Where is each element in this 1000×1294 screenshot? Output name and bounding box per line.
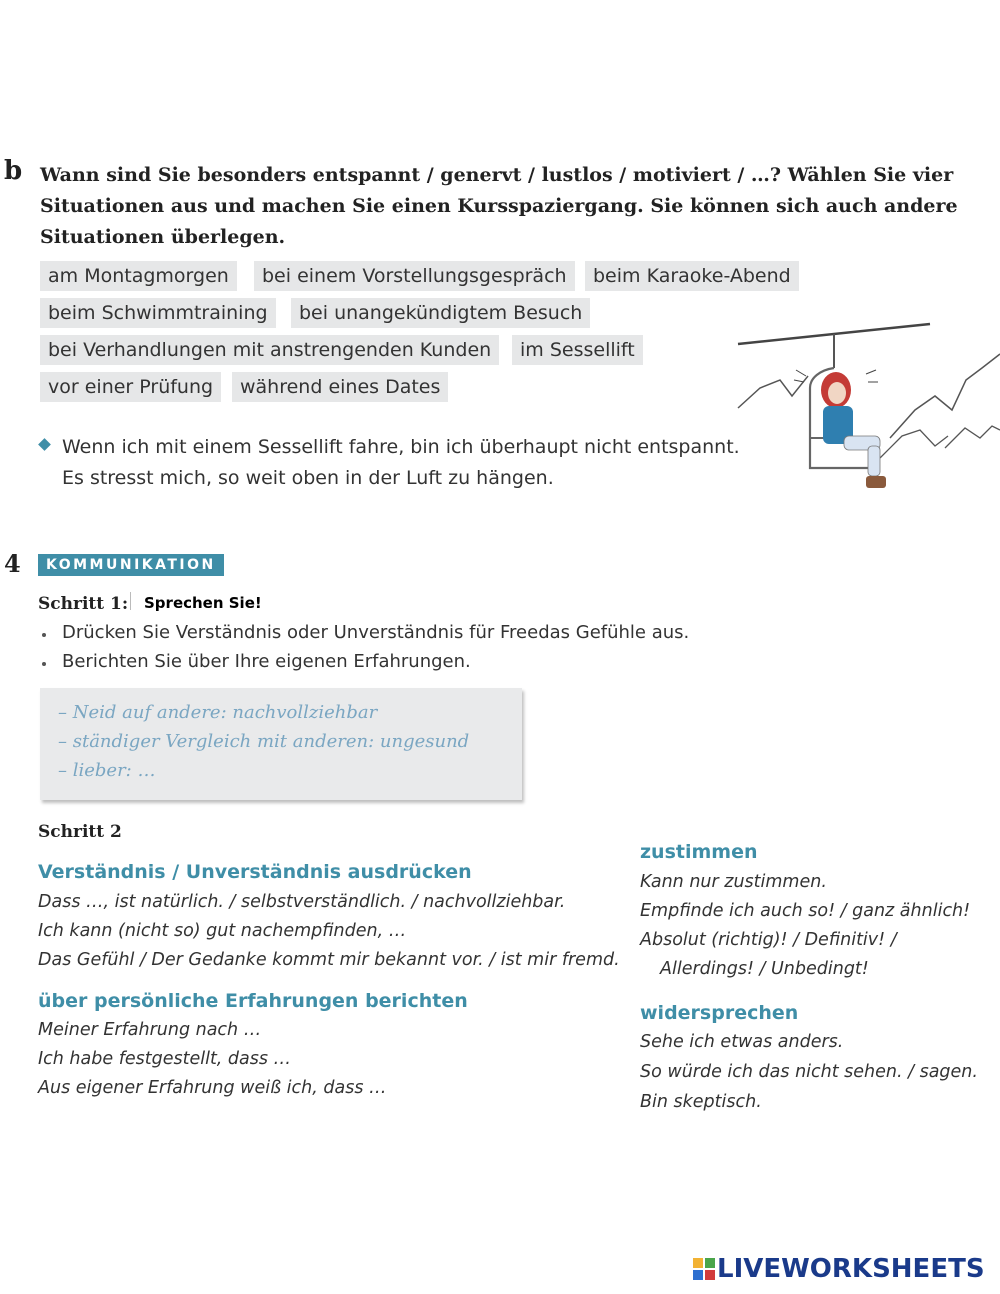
phrase: Ich habe festgestellt, dass …	[38, 1049, 292, 1069]
phrase: Allerdings! / Unbedingt!	[660, 959, 869, 979]
situation-chip: beim Schwimmtraining	[40, 298, 276, 328]
step1-bullet: Berichten Sie über Ihre eigenen Erfahrungen.	[62, 651, 471, 672]
step1-label: Schritt 1:	[38, 594, 129, 614]
task-instructions	[40, 160, 1000, 253]
section-number: 4	[4, 549, 21, 578]
section-letter: b	[4, 156, 23, 186]
situation-chip: bei einem Vorstellungsgespräch	[254, 261, 575, 291]
example-line: Es stresst mich, so weit oben in der Luft zu hängen.	[62, 467, 554, 489]
phrase: Bin skeptisch.	[640, 1092, 762, 1112]
example-line: Wenn ich mit einem Sessellift fahre, bin ich überhaupt nicht entspannt.	[62, 436, 740, 458]
note-line: – Neid auf andere: nachvollziehbar	[58, 702, 378, 723]
step2-label: Schritt 2	[38, 822, 122, 842]
bullet-dot-icon	[42, 662, 46, 666]
phrase-group-heading: über persönliche Erfahrungen berichten	[38, 990, 468, 1012]
phrase: Das Gefühl / Der Gedanke kommt mir bekannt vor. / ist mir fremd.	[38, 950, 620, 970]
task-line: Situationen überlegen.	[40, 226, 286, 248]
situation-chip: im Sessellift	[512, 335, 643, 365]
logo-text: LIVEWORKSHEETS	[717, 1254, 985, 1284]
situation-chip: am Montagmorgen	[40, 261, 237, 291]
situation-chip: beim Karaoke-Abend	[585, 261, 799, 291]
phrase: Meiner Erfahrung nach …	[38, 1020, 262, 1040]
situation-chip: bei unangekündigtem Besuch	[291, 298, 590, 328]
bullet-dot-icon	[42, 633, 46, 637]
step1-bullet: Drücken Sie Verständnis oder Unverständnis für Freedas Gefühle aus.	[62, 622, 690, 643]
answer-field-marker	[130, 592, 131, 610]
phrase-group-heading: Verständnis / Unverständnis ausdrücken	[38, 861, 472, 883]
phrase-group-heading: widersprechen	[640, 1002, 799, 1024]
phrase: Sehe ich etwas anders.	[640, 1032, 844, 1052]
phrase: Empfinde ich auch so! / ganz ähnlich!	[640, 901, 971, 921]
situation-chip: während eines Dates	[232, 372, 448, 402]
logo-grid-icon	[693, 1258, 715, 1280]
situation-chip: bei Verhandlungen mit anstrengenden Kunden	[40, 335, 499, 365]
task-line: Wann sind Sie besonders entspannt / genervt / lustlos / motiviert / …? Wählen Sie vier	[40, 164, 954, 186]
phrase: Absolut (richtig)! / Definitiv! /	[640, 930, 897, 950]
task-line: Situationen aus und machen Sie einen Kursspaziergang. Sie können sich auch andere	[40, 195, 958, 217]
phrase: Ich kann (nicht so) gut nachempfinden, …	[38, 921, 407, 941]
phrase: Aus eigener Erfahrung weiß ich, dass …	[38, 1078, 387, 1098]
example-sentence	[62, 432, 740, 494]
note-line: – ständiger Vergleich mit anderen: ungesund	[58, 731, 470, 752]
situation-chip: vor einer Prüfung	[40, 372, 221, 402]
section-badge: KOMMUNIKATION	[38, 554, 224, 576]
handwritten-note-card	[40, 688, 522, 800]
example-bullet-icon	[38, 438, 51, 451]
step1-answer-field[interactable]: Sprechen Sie!	[144, 594, 262, 612]
note-line: – lieber: …	[58, 760, 156, 781]
phrase-group-heading: zustimmen	[640, 841, 758, 863]
chairlift-illustration	[730, 318, 1000, 508]
phrase: So würde ich das nicht sehen. / sagen.	[640, 1062, 978, 1082]
phrase: Kann nur zustimmen.	[640, 872, 827, 892]
phrase: Dass …, ist natürlich. / selbstverständlich. / nachvollziehbar.	[38, 892, 566, 912]
